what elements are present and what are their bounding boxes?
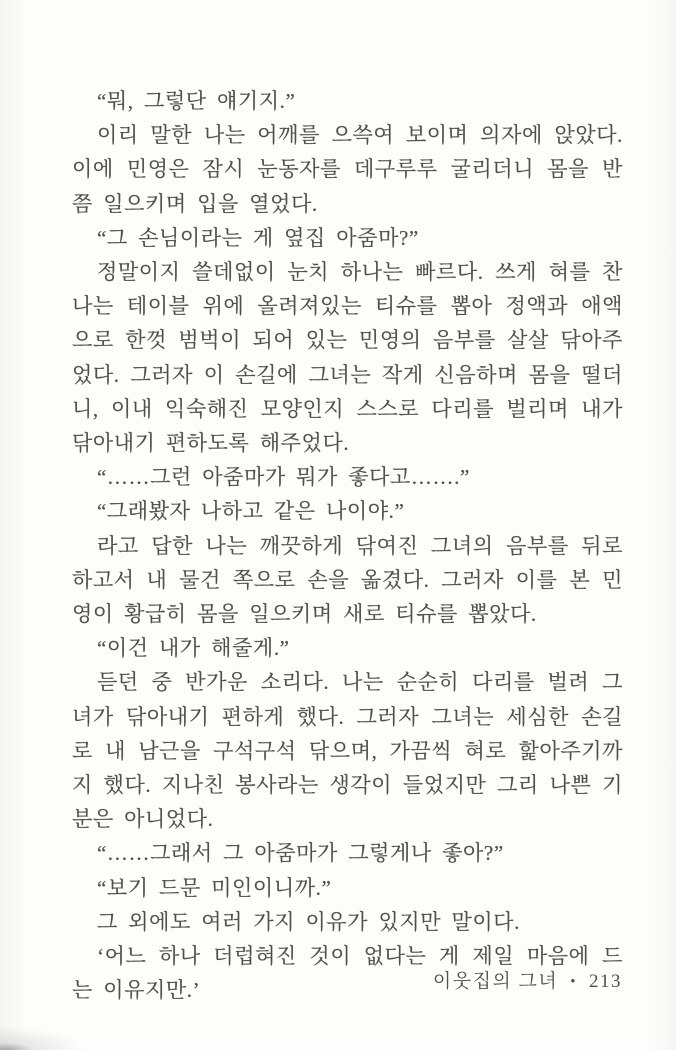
paragraph-thought: ‘어느 하나 더럽혀진 것이 없다는 게 제일 마음에 드는 이유지만.’: [72, 944, 623, 1003]
paragraph-dialogue: “뭐, 그렇단 얘기지.”: [97, 89, 296, 113]
paragraph-dialogue: “……그런 아줌마가 뭐가 좋다고…….”: [97, 465, 470, 490]
footer-separator: •: [570, 974, 577, 990]
page-number: 213: [589, 971, 622, 992]
paragraph-narration: 라고 답한 나는 깨끗하게 닦여진 그녀의 음부를 뒤로 하고서 내 물건 쪽으로 손을 옮겼다. 그러자 이를 본 민영이 황급히 몸을 일으키며 새로 티슈를 뽑았다.: [72, 533, 623, 627]
paragraph-dialogue: “……그래서 그 아줌마가 그렇게나 좋아?”: [97, 841, 504, 866]
paragraph-narration: 그 외에도 여러 가지 이유가 있지만 말이다.: [97, 909, 521, 934]
body-text: [72, 84, 623, 1007]
paragraph-dialogue: “보기 드문 미인이니까.”: [97, 875, 332, 900]
paragraph-dialogue: “그래봤자 나하고 같은 나이야.”: [97, 499, 405, 524]
paragraph-narration: 이리 말한 나는 어깨를 으쓱여 보이며 의자에 앉았다. 이에 민영은 잠시 눈동자를 데구루루 굴리더니 몸을 반쯤 일으키며 입을 열었다.: [72, 123, 623, 216]
paragraph-dialogue: “그 손님이라는 게 옆집 아줌마?”: [97, 225, 419, 250]
paragraph-dialogue: “이건 내가 해줄게.”: [97, 636, 290, 661]
paragraph-narration: 정말이지 쓸데없이 눈치 하나는 빠르다. 쓰게 혀를 찬 나는 테이블 위에 올려져있는 티슈를 뽑아 정액과 애액으로 한껏 범벅이 되어 있는 민영의 음부를 살살 닦아주었다. 그러자 이 손길에 그녀는 작게 신음하며 몸을 떨더니, 이내 익숙해진 모양인지 스스로 다리를 벌리며 내가 닦아내기 편하도록 해주었다.: [72, 260, 623, 456]
scan-smudge-artifact: [0, 1036, 60, 1050]
page-footer: [433, 966, 622, 993]
paragraph-narration: 듣던 중 반가운 소리다. 나는 순순히 다리를 벌려 그녀가 닦아내기 편하게 했다. 그러자 그녀는 세심한 손길로 내 남근을 구석구석 닦으며, 가끔씩 혀로 핥아주기까지 했다. 지나친 봉사라는 생각이 들었지만 그리 나쁜 기분은 아니었다.: [72, 670, 623, 832]
running-title: 이웃집의 그녀: [432, 971, 559, 992]
